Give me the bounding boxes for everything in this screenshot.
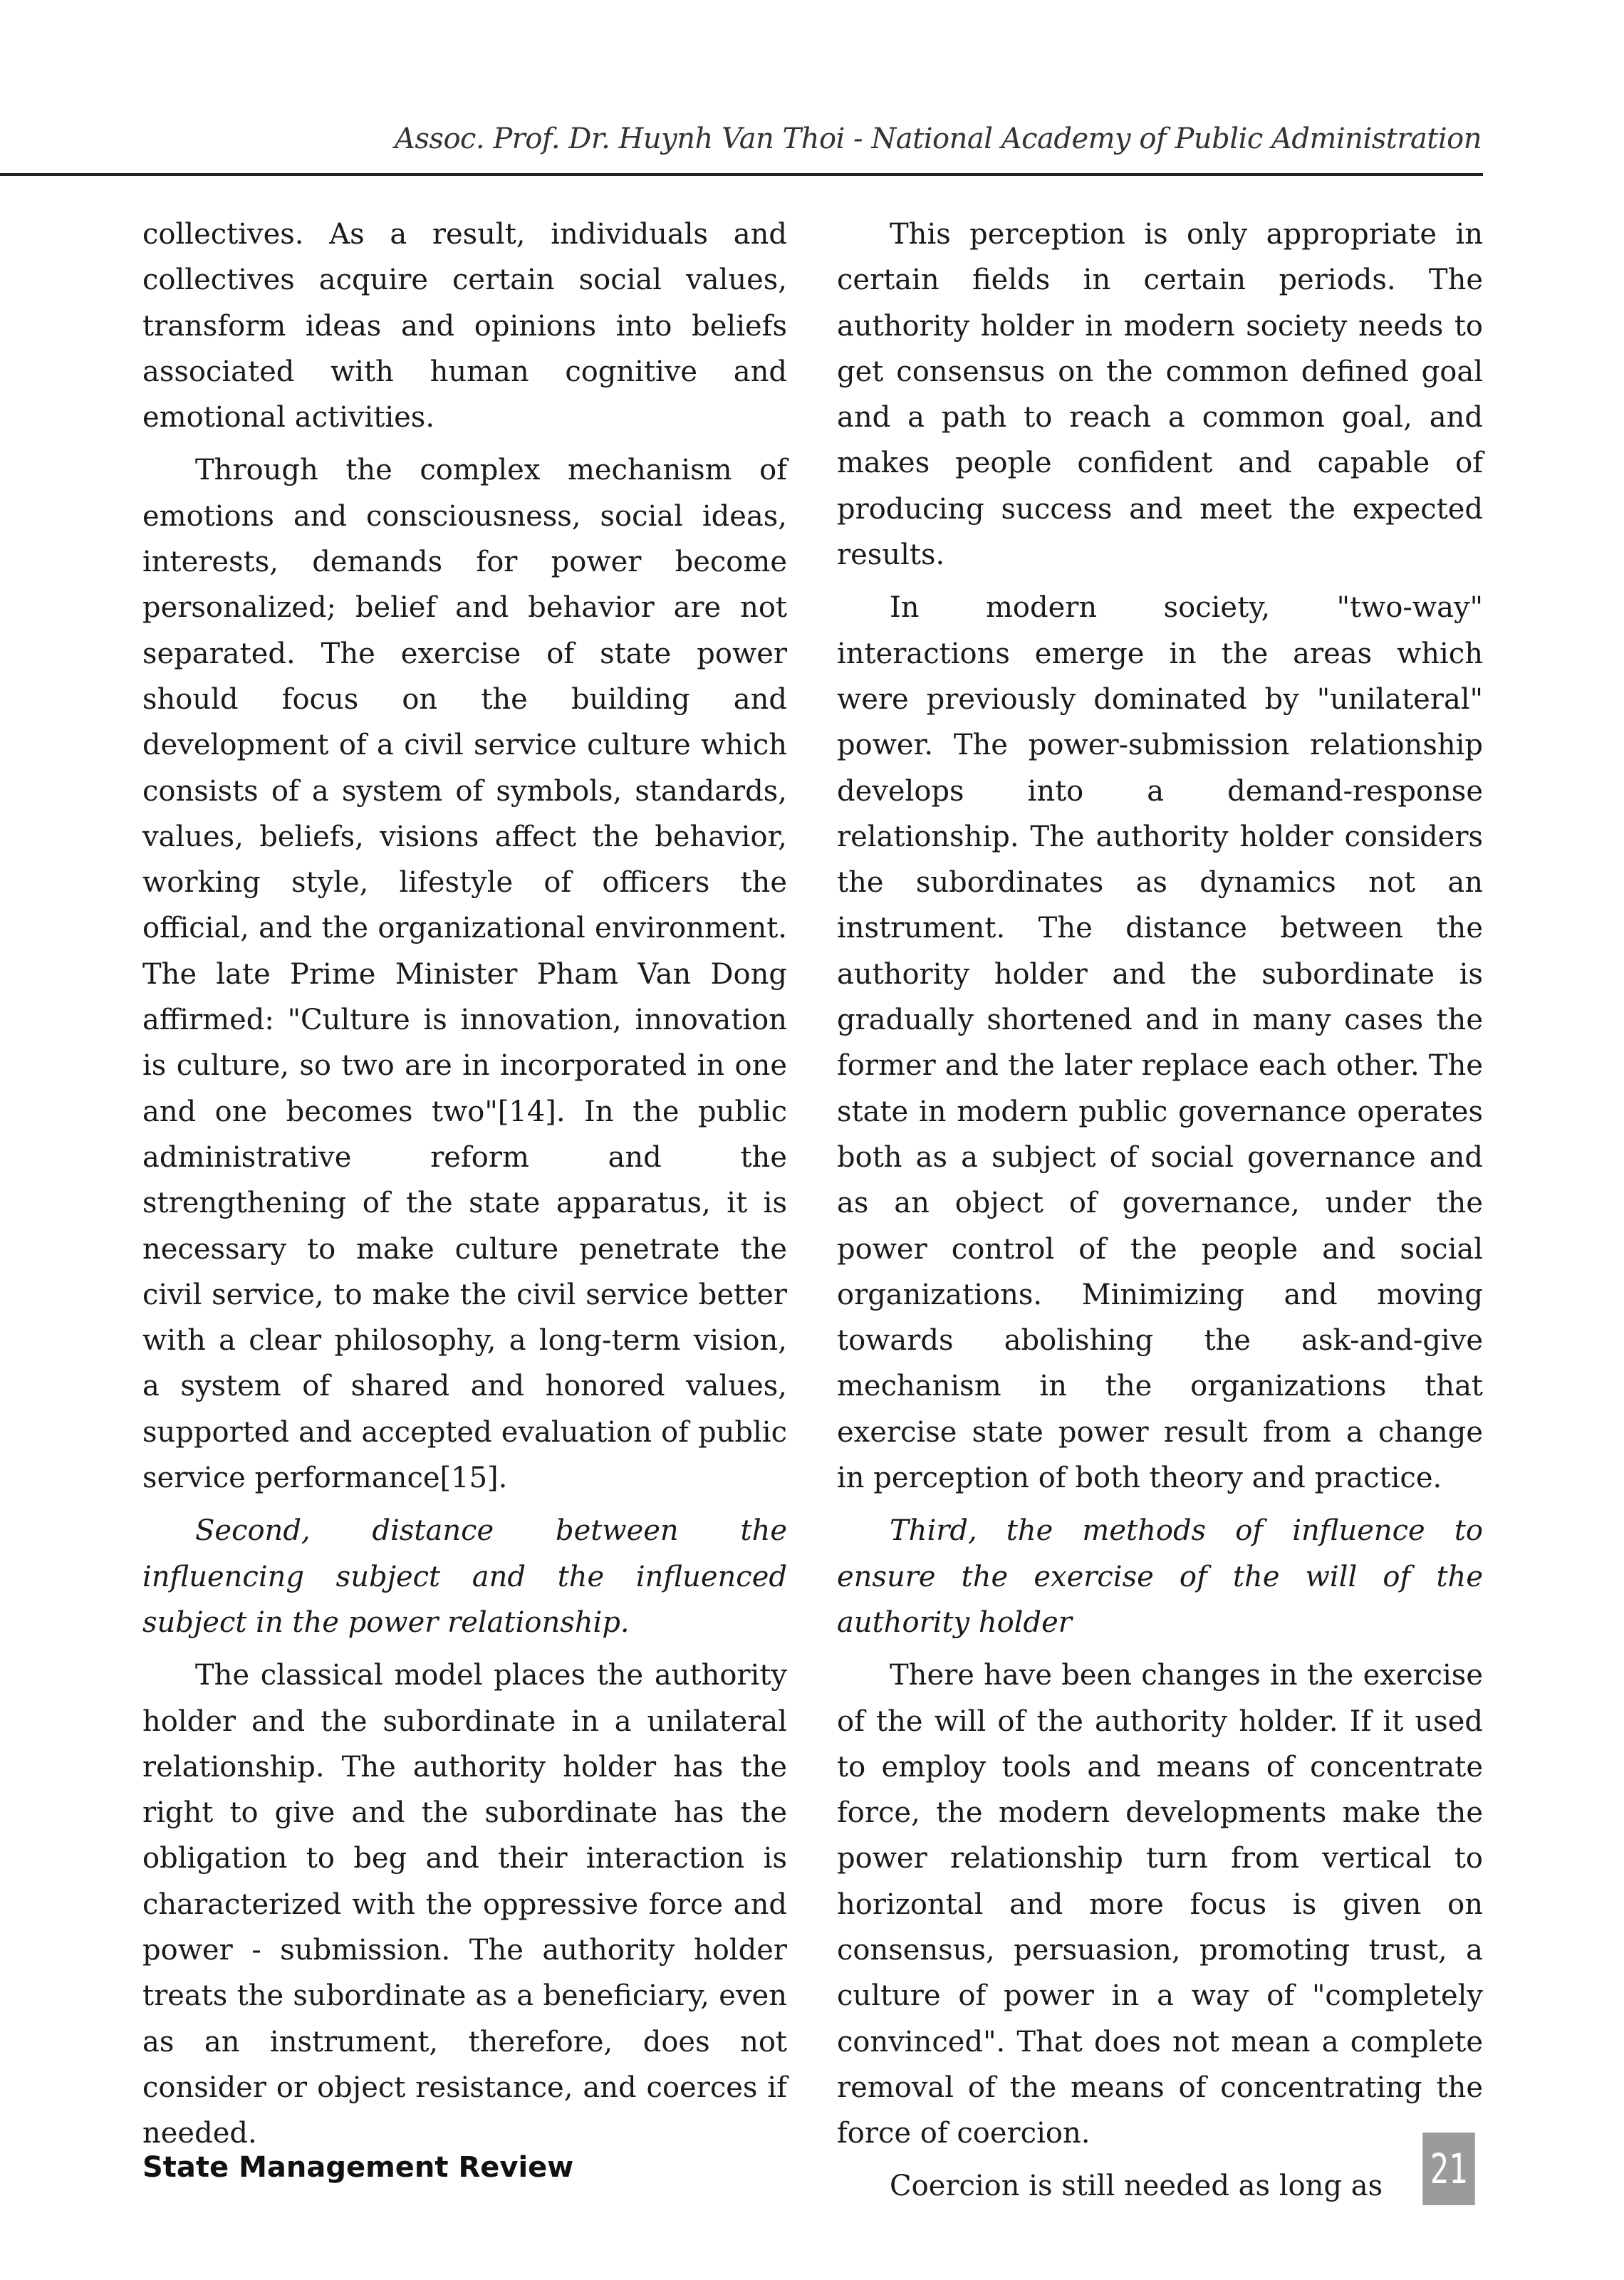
section-heading: Second, distance between the influencing subject and the influenced subject in the power relationship.: [142, 1514, 787, 1639]
running-header: Assoc. Prof. Dr. Huynh Van Thoi - National Academy of Public Administration: [395, 123, 1482, 155]
paragraph: There have been changes in the exercise of the will of the authority holder. If it used to employ tools and means of concentrate force, the modern developments make the power relationship turn from vertical to horizontal and more focus is given on consensus, persuasion, promoting trust, a culture of power in a way of "completely convinced". That does not mean a complete removal of the means of concentrating the force of coercion.: [837, 1659, 1483, 2150]
right-column: [837, 212, 1483, 2217]
paragraph: In modern society, "two-way" interactions emerge in the areas which were previously dominated by "unilateral" power. The power-submission relationship develops into a demand-response relationship. The authority holder considers the subordinates as dynamics not an instrument. The distance between the authority holder and the subordinate is gradually shortened and in many cases the former and the later replace each other. The state in modern public governance operates both as a subject of social governance and as an object of governance, under the power control of the people and social organizations. Minimizing and moving towards abolishing the ask-and-give mechanism in the organizations that exercise state power result from a change in perception of both theory and practice.: [837, 591, 1483, 1495]
page-number: 21: [1422, 2133, 1475, 2205]
paragraph: Through the complex mechanism of emotions and consciousness, social ideas, interests, demands for power become personalized; belief and behavior are not separated. The exercise of state power should focus on the building and development of a civil service culture which consists of a system of symbols, standards, values, beliefs, visions affect the behavior, working style, lifestyle of officers the official, and the organizational environment. The late Prime Minister Pham Van Dong affirmed: "Culture is innovation, innovation is culture, so two are in incorporated in one and one becomes two"[14]. In the public administrative reform and the strengthening of the state apparatus, it is necessary to make culture penetrate the civil service, to make the civil service better with a clear philosophy, a long-term vision, a system of shared and honored values, supported and accepted evaluation of public service performance[15].: [142, 454, 787, 1495]
paragraph: The classical model places the authority holder and the subordinate in a unilateral relationship. The authority holder has the right to give and the subordinate has the obligation to beg and their interaction is characterized with the oppressive force and power - submission. The authority holder treats the subordinate as a beneficiary, even as an instrument, therefore, does not consider or object resistance, and coerces if needed.: [142, 1659, 787, 2150]
paragraph: Coercion is still needed as long as: [890, 2170, 1383, 2203]
paragraph: This perception is only appropriate in certain fields in certain periods. The authority holder in modern society needs to get consensus on the common defined goal and a path to reach a common goal, and makes people confident and capable of producing success and meet the expected results.: [837, 218, 1483, 572]
section-heading: Third, the methods of influence to ensure the exercise of the will of the authority holder: [837, 1514, 1483, 1639]
paragraph: collectives. As a result, individuals and collectives acquire certain social values, transform ideas and opinions into beliefs associated with human cognitive and emotional activities.: [142, 218, 787, 434]
header-rule: [0, 173, 1483, 176]
journal-title: State Management Review: [142, 2151, 574, 2184]
left-column: [142, 212, 787, 2163]
